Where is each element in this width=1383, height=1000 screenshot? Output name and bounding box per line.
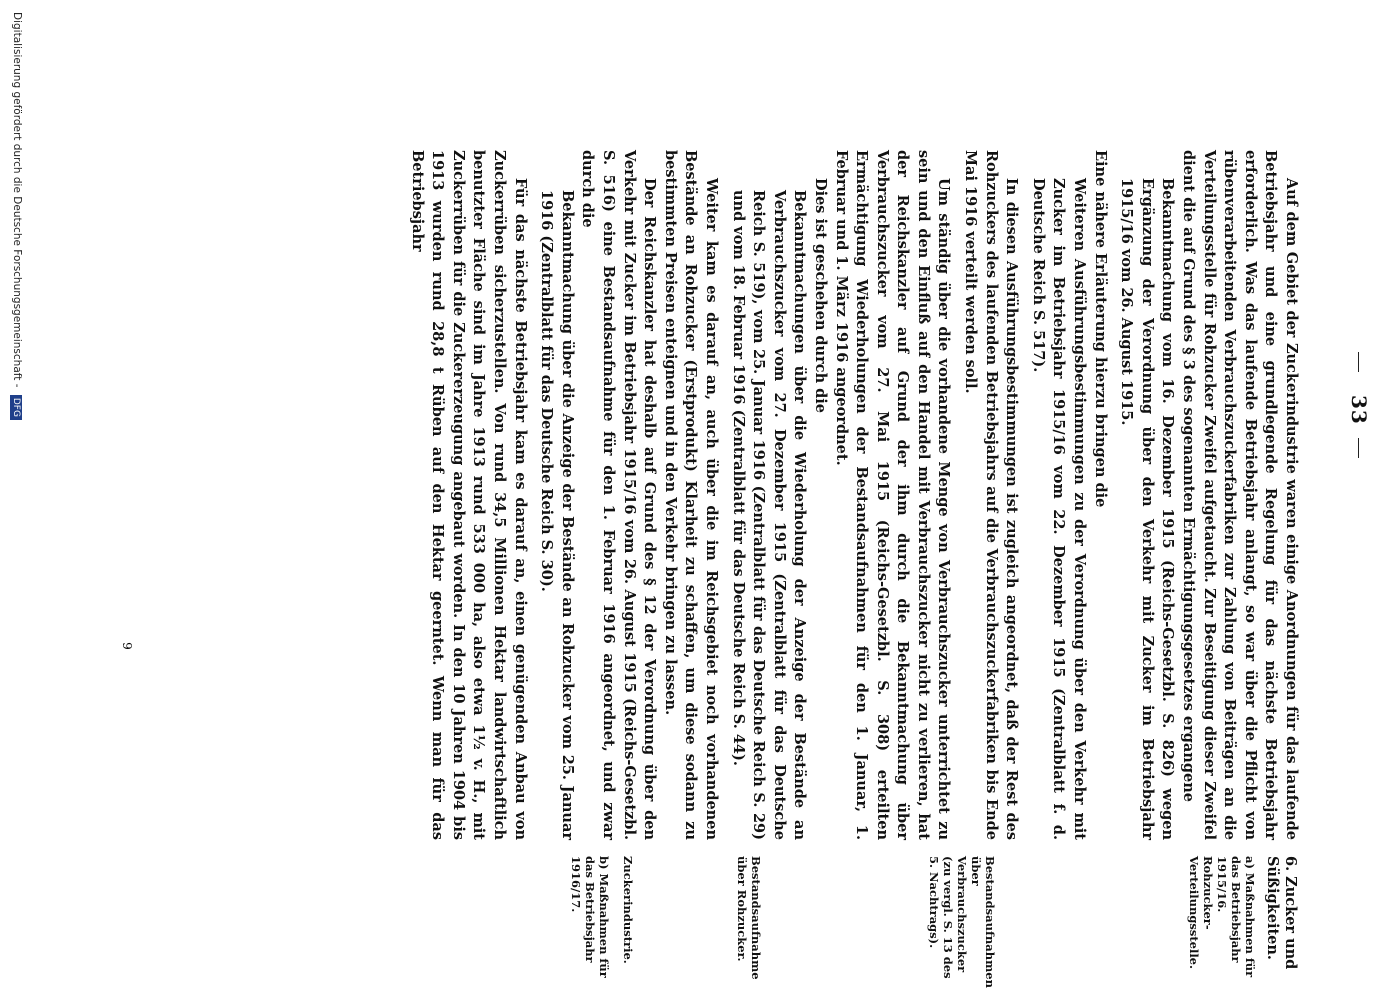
paragraph-3: Um ständig über die vorhandene Menge von Verbrauchszucker unterrichtet zu sein und den Einfluß auf den Handel mit Verbrauchszucker nicht zu verlieren, hat der Reichskanzler auf Grund der ihm durch die Bekanntmachung über Verbrauchszucker vom 27. Mai 1915 (Reichs-Gesetzbl. S. 308) erteilten Ermächtigung Wiederholungen der Bestandsaufnahmen für den 1. Januar, 1. Februar und 1. März 1916 angeordnet. [832,150,953,840]
side-note-industry: Zuckerindustrie. [621,856,635,964]
paragraph-4: In diesen Ausführungsbestimmungen ist zugleich angeordnet, daß der Rest des Rohzuckers des laufenden Betriebsjahrs auf die Verbrauchszuckerfabriken bis Ende Mai 1916 verteilt werden soll. [962,150,1021,840]
digitization-footer [10,12,23,992]
side-heading: 6. Zucker und Süßigkeiten. [1264,856,1299,970]
paragraph-7: Der Reichskanzler hat deshalb auf Grund des § 12 der Verordnung über den Verkehr mit Zucker im Betriebsjahr 1915/16 vom 26. August 1915 (Reichs-Gesetzbl. S. 516) eine Bestandsaufnahme für den 1. Februar 1916 angeordnet, und zwar durch die [579,150,659,840]
page-header [1343,0,1383,1000]
header-rule-left [1358,352,1359,372]
side-note-raw-sugar: Bestandsaufnahme über Rohzucker. [735,856,763,980]
paragraph-6: Weiter kam es darauf an, auch über die im Reichsgebiet noch vorhandenen Bestände an Rohzucker (Erstprodukt) Klarheit zu schaffen, um diese sodann zu bestimmten Preisen enteignen und in den Verkehr bringen zu lassen. [661,150,720,840]
main-text [406,150,1301,840]
side-note-a: a) Maßnahmen für das Betriebsjahr 1915/16. Rohzucker-Verteilungsstelle. [1187,856,1257,978]
paragraph-1: Auf dem Gebiet der Zuckerindustrie waren einige Anordnungen für das laufende Betriebsjahr und eine grundlegende Regelung für das nächste Betriebsjahr erforderlich. Was das laufende Betriebsjahr anlangt, so war über die Pflicht von rübenverarbeitenden Verbrauchszuckerfabriken zur Zahlung von Beiträgen an die Verteilungsstelle für Rohzucker Zweifel aufgetaucht. Zur Beseitigung dieser Zweifel dient die auf Grund des § 3 des sogenannten Ermächtigungsgesetzes ergangene [1180,150,1300,840]
paragraph-8: Für das nächste Betriebsjahr kam es darauf an, einen genügenden Anbau von Zuckerrüben sicherzustellen. Von rund 34,5 Millionen Hektar landwirtschaftlich benutzter Fläche sind im Jahre 1913 rund 533 000 ha, also etwa 1½ v. H., mit Zuckerrüben für die Zuckererzeugung angebaut worden. In den 10 Jahren 1904 bis 1913 wurden rund 28,8 t Rüben auf den Hektar geerntet. Wenn man für das Betriebsjahr [408,150,529,840]
quoted-ordinance-1: Bekanntmachung vom 16. Dezember 1915 (Reichs-Gesetzbl. S. 826) wegen Ergänzung der Verordnung über den Verkehr mit Zucker im Betriebsjahr 1915/16 vom 26. August 1915. [1118,178,1177,840]
side-note-stock-survey: Bestandsaufnahmen über Verbrauchszucker (zu vergl. S. 13 des 5. Nachtrags). [927,856,997,988]
dfg-logo: DFG [10,395,22,420]
paragraph-5: Dies ist geschehen durch die [811,178,829,414]
signature-mark: 9 [119,642,134,650]
quoted-ordinance-3: Bekanntmachungen über die Wiederholung der Anzeige der Bestände an Verbrauchszucker vom 27. Dezember 1915 (Zentralblatt für das Deutsche Reich S. 519), vom 25. Januar 1916 (Zentralblatt für das Deutsche Reich S. 29) und vom 18. Februar 1916 (Zentralblatt für das Deutsche Reich S. 44). [729,190,809,840]
page-number: 33 [1347,395,1371,425]
quoted-ordinance-2: Weiteren Ausführungsbestimmungen zu der Verordnung über den Verkehr mit Zucker im Betriebsjahr 1915/16 vom 22. Dezember 1915 (Zentralblatt f. d. Deutsche Reich S. 517). [1029,178,1089,840]
footer-text: Digitalisierung gefördert durch die Deutsche Forschungsgemeinschaft - [11,12,23,388]
header-rule-right [1358,438,1359,458]
side-note-b: b) Maßnahmen für das Betriebsjahr 1916/17. [569,856,611,978]
paragraph-2: Eine nähere Erläuterung hierzu bringen die [1091,150,1109,508]
quoted-ordinance-4: Bekanntmachung über die Anzeige der Bestände an Rohzucker vom 25. Januar 1916 (Zentralblatt für das Deutsche Reich S. 30). [538,190,576,840]
